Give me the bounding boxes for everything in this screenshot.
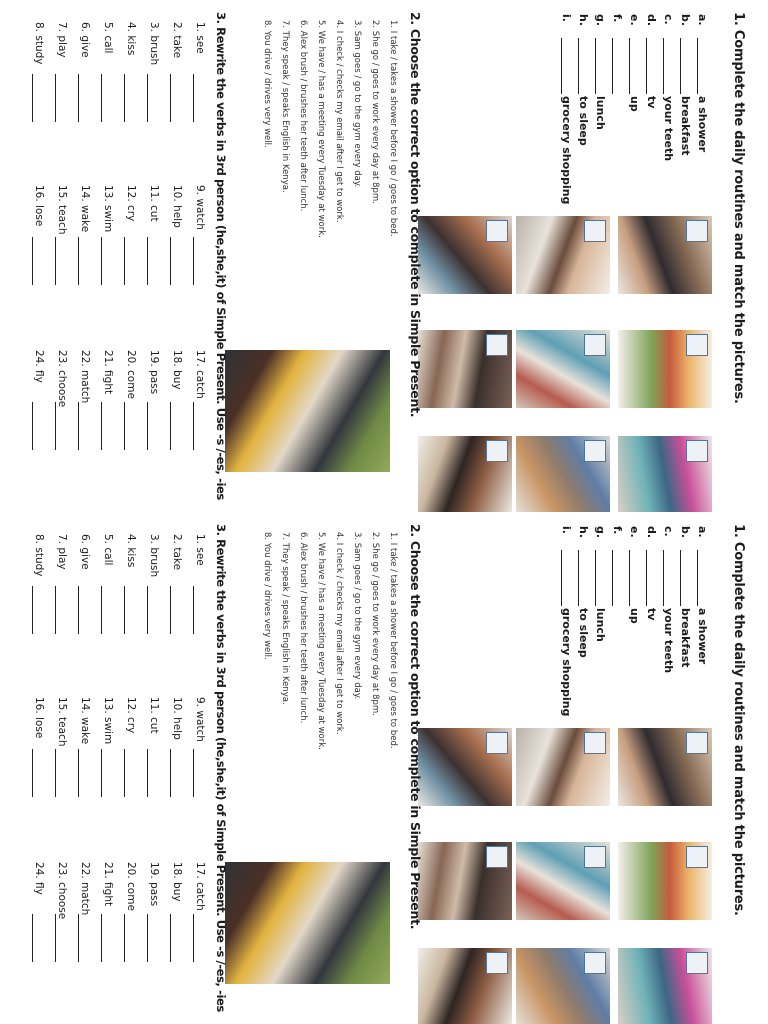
answer-line[interactable] (646, 38, 656, 94)
match-box[interactable] (486, 440, 508, 462)
verb-item: 4. kiss (115, 534, 137, 644)
answer-line[interactable] (193, 74, 194, 122)
verb-item: 23. choose (46, 862, 68, 972)
answer-line[interactable] (595, 38, 605, 94)
answer-line[interactable] (101, 74, 102, 122)
verb-item: 21. fight (92, 350, 114, 460)
answer-line[interactable] (147, 74, 148, 122)
verb-item: 23. choose (46, 350, 68, 460)
verb-item: 6. give (69, 22, 91, 132)
verb-item: 19. pass (138, 350, 160, 460)
answer-line[interactable] (193, 586, 194, 634)
match-box[interactable] (584, 952, 606, 974)
match-box[interactable] (686, 732, 708, 754)
match-box[interactable] (686, 846, 708, 868)
sentence: 3. Sam goes / go to the gym every day. (352, 532, 362, 700)
match-box[interactable] (584, 846, 606, 868)
answer-line[interactable] (663, 38, 673, 94)
match-box[interactable] (584, 732, 606, 754)
routine-photo (618, 216, 712, 294)
answer-line[interactable] (680, 550, 690, 606)
verb-item: 18. buy (161, 350, 183, 460)
verb-item: 5. call (92, 22, 114, 132)
routine-item: h.to sleep (577, 526, 590, 658)
sentence: 6. Alex brush / brushes her teeth after lunch. (298, 532, 308, 724)
answer-line[interactable] (32, 586, 33, 634)
verb-item: 8. study (23, 22, 45, 132)
verb-item: 22. match (69, 350, 91, 460)
verb-item: 1. see (184, 22, 206, 132)
answer-line[interactable] (193, 914, 194, 962)
sentence: 5. We have / has a meeting every Tuesday at work. (316, 20, 326, 238)
answer-line[interactable] (147, 749, 148, 797)
routine-photo (618, 842, 712, 920)
sentence: 2. She go / goes to work every day at 8pm. (370, 532, 380, 716)
verb-item: 1. see (184, 534, 206, 644)
sentence: 7. They speak / speaks English in Kenya. (280, 532, 290, 705)
answer-line[interactable] (101, 237, 102, 285)
routine-photo (618, 728, 712, 806)
answer-line[interactable] (170, 586, 171, 634)
answer-line[interactable] (578, 550, 588, 606)
routine-item: f. (609, 14, 625, 96)
answer-line[interactable] (680, 38, 690, 94)
verb-item: 24. fly (23, 862, 45, 972)
answer-line[interactable] (561, 550, 571, 606)
verb-item: 12. cry (115, 185, 137, 295)
match-box[interactable] (584, 334, 606, 356)
answer-line[interactable] (124, 586, 125, 634)
routine-item: b.breakfast (679, 526, 692, 668)
answer-line[interactable] (78, 749, 79, 797)
routine-photo (516, 330, 610, 408)
routine-photo (418, 842, 512, 920)
verb-item: 2. take (161, 534, 183, 644)
answer-line[interactable] (147, 914, 148, 962)
answer-line[interactable] (170, 402, 171, 450)
worksheet-copy-bottom (0, 512, 768, 1024)
answer-line[interactable] (124, 402, 125, 450)
routine-item: d.tv (645, 526, 658, 621)
routine-item: e.up (628, 526, 641, 624)
sentence: 1. I take / takes a shower before I go / goes to bed. (388, 20, 398, 237)
match-box[interactable] (686, 220, 708, 242)
verb-item: 17. catch (184, 862, 206, 972)
answer-line[interactable] (55, 586, 56, 634)
answer-line[interactable] (101, 402, 102, 450)
routine-item: e.up (628, 14, 641, 112)
match-box[interactable] (486, 220, 508, 242)
answer-line[interactable] (170, 237, 171, 285)
verb-item: 2. take (161, 22, 183, 132)
verb-item: 11. cut (138, 185, 160, 295)
verb-item: 3. brush (138, 534, 160, 644)
verb-item: 20. come (115, 862, 137, 972)
answer-line[interactable] (646, 550, 656, 606)
answer-line[interactable] (55, 237, 56, 285)
routine-photo (418, 436, 512, 512)
verb-item: 20. come (115, 350, 137, 460)
verb-item: 4. kiss (115, 22, 137, 132)
routine-item: g.lunch (594, 14, 607, 130)
verb-item: 21. fight (92, 862, 114, 972)
routine-photo (516, 728, 610, 806)
section3-title: 3. Rewrite the verbs in 3rd person (he,she,it) of Simple Present. Use -s /-es, -ies (214, 524, 228, 1012)
sentence: 7. They speak / speaks English in Kenya. (280, 20, 290, 193)
answer-line[interactable] (170, 914, 171, 962)
verb-item: 6. give (69, 534, 91, 644)
answer-line[interactable] (612, 38, 622, 94)
verb-item: 11. cut (138, 697, 160, 807)
verb-item: 18. buy (161, 862, 183, 972)
routine-photo (516, 436, 610, 512)
sentence: 8. You drive / drives very well. (262, 532, 272, 660)
answer-line[interactable] (32, 914, 33, 962)
driving-photo (225, 862, 390, 984)
answer-line[interactable] (101, 586, 102, 634)
sentence: 2. She go / goes to work every day at 8pm. (370, 20, 380, 204)
verb-item: 3. brush (138, 22, 160, 132)
answer-line[interactable] (697, 550, 707, 606)
answer-line[interactable] (78, 402, 79, 450)
routine-photo (418, 216, 512, 294)
verb-item: 17. catch (184, 350, 206, 460)
match-box[interactable] (486, 732, 508, 754)
routine-item: b.breakfast (679, 14, 692, 156)
routine-photo (418, 728, 512, 806)
routine-item: c.your teeth (662, 526, 675, 674)
verb-item: 19. pass (138, 862, 160, 972)
sentence: 4. I check / checks my email after I get to work. (334, 20, 344, 223)
verb-item: 12. cry (115, 697, 137, 807)
routine-photo (418, 330, 512, 408)
answer-line[interactable] (55, 914, 56, 962)
answer-line[interactable] (32, 74, 33, 122)
routine-photo (516, 216, 610, 294)
answer-line[interactable] (193, 237, 194, 285)
verb-item: 14. wake (69, 185, 91, 295)
section2-title: 2. Choose the correct option to complete in Simple Present. (408, 524, 423, 930)
answer-line[interactable] (629, 38, 639, 94)
answer-line[interactable] (78, 74, 79, 122)
verb-item: 13. swim (92, 697, 114, 807)
answer-line[interactable] (595, 550, 605, 606)
answer-line[interactable] (32, 237, 33, 285)
sentence: 4. I check / checks my email after I get to work. (334, 532, 344, 735)
answer-line[interactable] (561, 38, 571, 94)
verb-item: 24. fly (23, 350, 45, 460)
verb-item: 16. lose (23, 185, 45, 295)
routine-photo (618, 436, 712, 512)
answer-line[interactable] (663, 550, 673, 606)
match-box[interactable] (686, 440, 708, 462)
routine-photo (516, 842, 610, 920)
answer-line[interactable] (32, 402, 33, 450)
routine-item: i.grocery shopping (560, 14, 573, 205)
answer-line[interactable] (78, 237, 79, 285)
sentence: 6. Alex brush / brushes her teeth after lunch. (298, 20, 308, 212)
match-box[interactable] (584, 220, 606, 242)
verb-item: 8. study (23, 534, 45, 644)
match-box[interactable] (686, 952, 708, 974)
answer-line[interactable] (629, 550, 639, 606)
routine-item: c.your teeth (662, 14, 675, 162)
sentence: 5. We have / has a meeting every Tuesday at work. (316, 532, 326, 750)
match-box[interactable] (584, 440, 606, 462)
answer-line[interactable] (124, 749, 125, 797)
answer-line[interactable] (193, 402, 194, 450)
routine-item: i.grocery shopping (560, 526, 573, 717)
answer-line[interactable] (147, 586, 148, 634)
routine-photo (418, 948, 512, 1024)
sentence: 8. You drive / drives very well. (262, 20, 272, 148)
match-box[interactable] (486, 846, 508, 868)
section1-title: 1. Complete the daily routines and match the pictures. (731, 524, 746, 916)
answer-line[interactable] (612, 550, 622, 606)
verb-item: 16. lose (23, 697, 45, 807)
answer-line[interactable] (697, 38, 707, 94)
answer-line[interactable] (55, 749, 56, 797)
verb-item: 7. play (46, 534, 68, 644)
answer-line[interactable] (147, 402, 148, 450)
verb-item: 22. match (69, 862, 91, 972)
answer-line[interactable] (124, 74, 125, 122)
verb-item: 15. teach (46, 185, 68, 295)
routine-photo (618, 330, 712, 408)
routine-item: a.a shower (696, 14, 709, 153)
routine-item: g.lunch (594, 526, 607, 642)
answer-line[interactable] (170, 74, 171, 122)
verb-item: 5. call (92, 534, 114, 644)
answer-line[interactable] (55, 74, 56, 122)
answer-line[interactable] (32, 749, 33, 797)
driving-photo (225, 350, 390, 472)
routine-photo (618, 948, 712, 1024)
answer-line[interactable] (193, 749, 194, 797)
verb-item: 15. teach (46, 697, 68, 807)
answer-line[interactable] (124, 914, 125, 962)
verb-item: 9. watch (184, 185, 206, 295)
match-box[interactable] (686, 334, 708, 356)
answer-line[interactable] (578, 38, 588, 94)
verb-item: 10. help (161, 697, 183, 807)
match-box[interactable] (486, 952, 508, 974)
answer-line[interactable] (101, 749, 102, 797)
answer-line[interactable] (55, 402, 56, 450)
section3-title: 3. Rewrite the verbs in 3rd person (he,she,it) of Simple Present. Use -s /-es, -ies (214, 12, 228, 500)
answer-line[interactable] (78, 586, 79, 634)
sentence: 1. I take / takes a shower before I go / goes to bed. (388, 532, 398, 749)
verb-item: 9. watch (184, 697, 206, 807)
routine-photo (516, 948, 610, 1024)
routine-item: f. (609, 526, 625, 608)
verb-item: 13. swim (92, 185, 114, 295)
answer-line[interactable] (101, 914, 102, 962)
answer-line[interactable] (124, 237, 125, 285)
routine-item: a.a shower (696, 526, 709, 665)
verb-item: 7. play (46, 22, 68, 132)
section2-title: 2. Choose the correct option to complete in Simple Present. (408, 12, 423, 418)
verb-item: 14. wake (69, 697, 91, 807)
match-box[interactable] (486, 334, 508, 356)
routine-item: h.to sleep (577, 14, 590, 146)
answer-line[interactable] (78, 914, 79, 962)
section1-title: 1. Complete the daily routines and match the pictures. (731, 12, 746, 404)
worksheet-page (0, 512, 768, 1024)
answer-line[interactable] (170, 749, 171, 797)
answer-line[interactable] (147, 237, 148, 285)
verb-item: 10. help (161, 185, 183, 295)
sentence: 3. Sam goes / go to the gym every day. (352, 20, 362, 188)
routine-item: d.tv (645, 14, 658, 109)
